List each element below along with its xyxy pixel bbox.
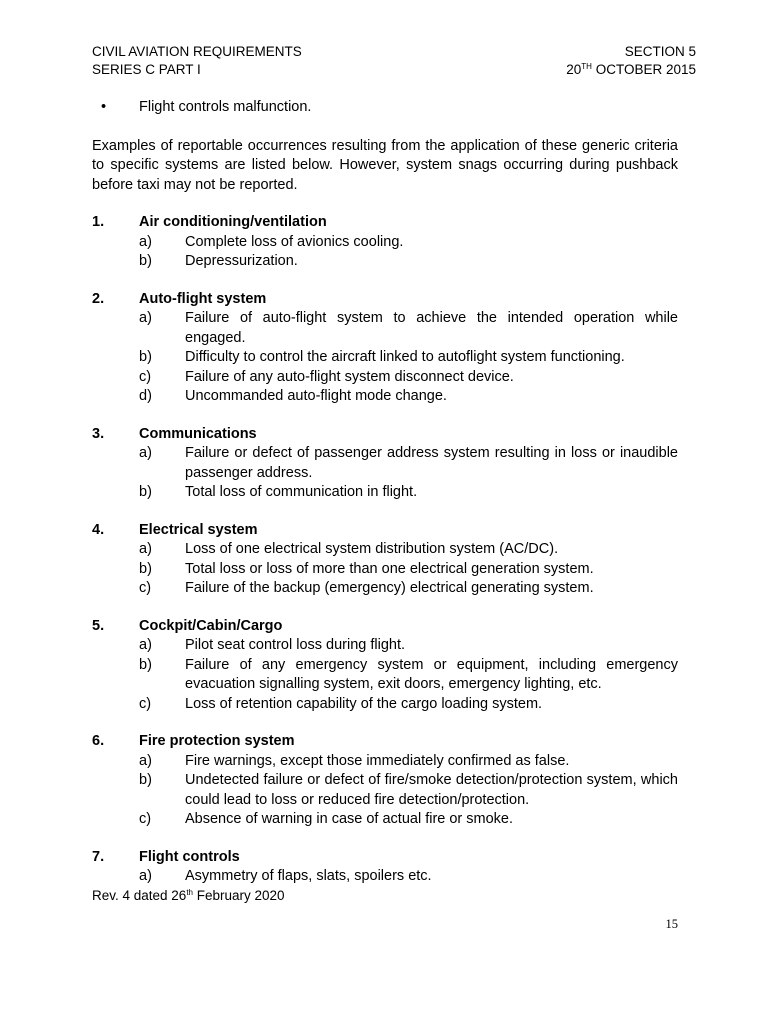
bullet-symbol: • — [101, 99, 107, 115]
item-letter: a) — [139, 752, 152, 769]
section-1 — [92, 213, 678, 272]
list-item — [92, 560, 678, 580]
item-text: Pilot seat control loss during flight. — [185, 637, 406, 653]
list-item — [92, 656, 678, 695]
item-text: Loss of retention capability of the cargo loading system. — [185, 695, 543, 712]
item-letter: a) — [139, 868, 152, 884]
bullet-item — [92, 98, 678, 118]
list-item — [92, 309, 678, 348]
section-number: 7. — [92, 848, 105, 865]
section-heading — [92, 617, 678, 637]
section-heading — [92, 521, 678, 541]
item-letter: d) — [139, 388, 152, 404]
item-letter: b) — [139, 656, 152, 673]
list-item — [92, 387, 678, 407]
item-text: Fire warnings, except those immediately confirmed as false. — [185, 752, 570, 769]
item-letter: a) — [139, 233, 152, 250]
header-title: CIVIL AVIATION REQUIREMENTS — [92, 44, 302, 59]
item-letter: c) — [139, 580, 152, 596]
item-letter: c) — [139, 368, 152, 385]
section-heading — [92, 213, 678, 233]
item-text: Depressurization. — [185, 253, 298, 269]
section-title: Flight controls — [139, 848, 240, 865]
section-heading — [92, 290, 678, 310]
header-section: SECTION 5 — [624, 44, 696, 59]
item-letter: a) — [139, 445, 152, 461]
header-series: SERIES C PART I — [92, 62, 201, 77]
item-text: Difficulty to control the aircraft linked to autoflight system functioning. — [185, 349, 625, 365]
item-letter: a) — [139, 541, 152, 557]
section-2 — [92, 290, 678, 407]
item-text: Asymmetry of flaps, slats, spoilers etc. — [185, 868, 432, 884]
item-letter: b) — [139, 484, 152, 500]
item-letter: a) — [139, 637, 152, 653]
list-item — [92, 483, 678, 503]
section-heading — [92, 425, 678, 445]
section-number: 2. — [92, 290, 105, 307]
footer-revision: Rev. 4 dated 26th February 2020 — [92, 888, 285, 903]
list-item — [92, 810, 678, 830]
section-number: 6. — [92, 733, 105, 749]
section-list — [92, 213, 678, 887]
list-item — [92, 636, 678, 656]
list-item — [92, 348, 678, 368]
item-text: Failure or defect of passenger address system resulting in loss or inaudible passenger address. — [185, 445, 678, 481]
item-text: Failure of the backup (emergency) electrical generating system. — [185, 580, 594, 596]
list-item — [92, 867, 678, 887]
section-number: 4. — [92, 521, 105, 538]
item-text: Total loss or loss of more than one electrical generation system. — [185, 560, 594, 577]
section-7 — [92, 848, 678, 887]
section-3 — [92, 425, 678, 503]
header-right — [566, 43, 696, 79]
document-body — [92, 98, 678, 887]
section-title: Auto-flight system — [139, 290, 267, 307]
item-text: Loss of one electrical system distribution system (AC/DC). — [185, 541, 559, 557]
section-title: Fire protection system — [139, 733, 295, 749]
header-left — [92, 43, 302, 79]
item-letter: c) — [139, 695, 152, 712]
list-item — [92, 233, 678, 253]
section-title: Air conditioning/ventilation — [139, 214, 327, 230]
section-6 — [92, 732, 678, 830]
item-text: Uncommanded auto-flight mode change. — [185, 388, 447, 404]
list-item — [92, 252, 678, 272]
section-number: 3. — [92, 425, 105, 442]
section-number: 5. — [92, 617, 105, 634]
item-letter: b) — [139, 772, 152, 788]
item-letter: a) — [139, 310, 152, 326]
list-item — [92, 752, 678, 772]
section-title: Cockpit/Cabin/Cargo — [139, 617, 283, 634]
item-letter: c) — [139, 811, 152, 827]
item-text: Total loss of communication in flight. — [185, 484, 418, 500]
list-item — [92, 444, 678, 483]
list-item — [92, 695, 678, 715]
section-title: Electrical system — [139, 521, 258, 538]
section-heading — [92, 848, 678, 868]
header-date: 20TH OCTOBER 2015 — [566, 62, 696, 77]
intro-paragraph: Examples of reportable occurrences resulting from the application of these generic criteria to specific systems are listed below. However, system snags occurring during pushback before taxi may not be reported. — [92, 137, 678, 193]
list-item — [92, 771, 678, 810]
item-text: Failure of any emergency system or equipment, including emergency evacuation signalling system, exit doors, emergency lighting, etc. — [185, 656, 678, 692]
item-text: Failure of any auto-flight system disconnect device. — [185, 368, 514, 385]
section-5 — [92, 617, 678, 715]
bullet-text: Flight controls malfunction. — [139, 99, 312, 115]
page-number: 15 — [665, 917, 678, 931]
item-letter: b) — [139, 560, 152, 577]
item-text: Absence of warning in case of actual fire or smoke. — [185, 811, 514, 827]
list-item — [92, 579, 678, 599]
section-heading — [92, 732, 678, 752]
item-text: Failure of auto-flight system to achieve the intended operation while engaged. — [185, 310, 678, 346]
section-4 — [92, 521, 678, 599]
item-text: Undetected failure or defect of fire/smoke detection/protection system, which could lead to loss or reduced fire detection/protection. — [185, 772, 678, 808]
section-title: Communications — [139, 425, 257, 442]
item-letter: b) — [139, 253, 152, 269]
item-letter: b) — [139, 349, 152, 365]
section-number: 1. — [92, 214, 105, 230]
list-item — [92, 540, 678, 560]
item-text: Complete loss of avionics cooling. — [185, 233, 404, 250]
list-item — [92, 368, 678, 388]
